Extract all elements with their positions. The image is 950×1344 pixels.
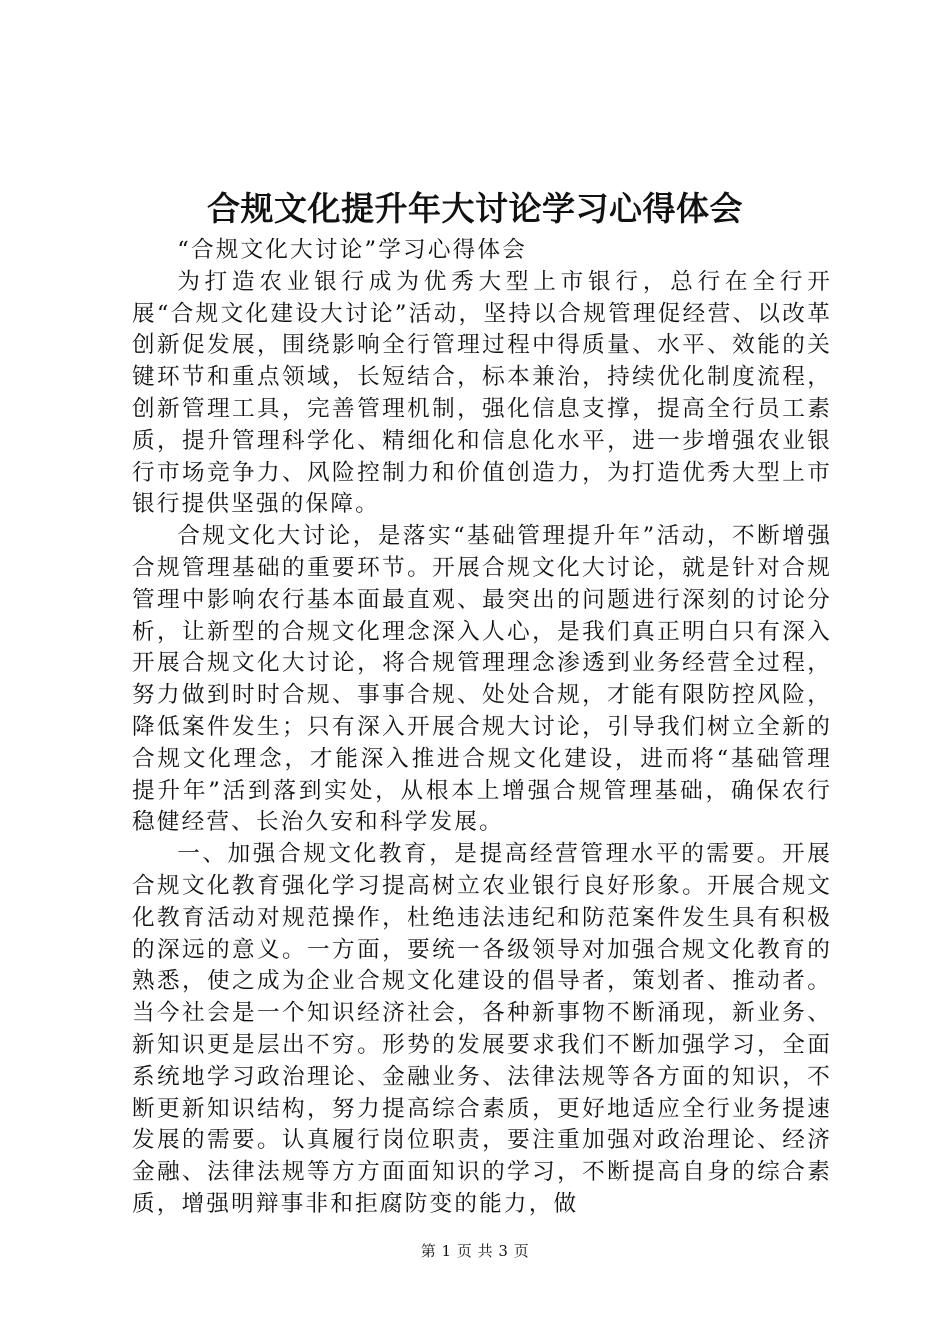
document-subtitle: “合规文化大讨论”学习心得体会 (177, 237, 528, 263)
paragraph-1: 为打造农业银行成为优秀大型上市银行，总行在全行开展“合规文化建设大讨论”活动，坚持以合规管理促经营、以改革创新促发展，围绕影响全行管理过程中得质量、水平、效能的关键环节和重点领域，长短结合，标本兼治，持续优化制度流程，创新管理工具，完善管理机制，强化信息支撑，提高全行员工素质，提升管理科学化、精细化和信息化水平，进一步增强农业银行市场竞争力、风险控制力和价值创造力，为打造优秀大型上市银行提供坚强的保障。 (132, 268, 832, 518)
document-title: 合规文化提升年大讨论学习心得体会 (207, 189, 743, 228)
document-body (132, 235, 832, 1221)
paragraph-2: 合规文化大讨论，是落实“基础管理提升年”活动，不断增强合规管理基础的重要环节。开展合规文化大讨论，就是针对合规管理中影响农行基本面最直观、最突出的问题进行深刻的讨论分析，让新型的合规文化理念深入人心，是我们真正明白只有深入开展合规文化大讨论，将合规管理理念渗透到业务经营全过程，努力做到时时合规、事事合规、处处合规，才能有限防控风险，降低案件发生；只有深入开展合规大讨论，引导我们树立全新的合规文化理念，才能深入推进合规文化建设，进而将“基础管理提升年”活到落到实处，从根本上增强合规管理基础，确保农行稳健经营、长治久安和科学发展。 (132, 523, 832, 836)
paragraph-3: 一、加强合规文化教育，是提高经营管理水平的需要。开展合规文化教育强化学习提高树立农业银行良好形象。开展合规文化教育活动对规范操作，杜绝违法违纪和防范案件发生具有积极的深远的意义。一方面，要统一各级领导对加强合规文化教育的熟悉，使之成为企业合规文化建设的倡导者，策划者、推动者。当今社会是一个知识经济社会，各种新事物不断涌现，新业务、新知识更是层出不穷。形势的发展要求我们不断加强学习，全面系统地学习政治理论、金融业务、法律法规等各方面的知识，不断更新知识结构，努力提高综合素质，更好地适应全行业务提速发展的需要。认真履行岗位职责，要注重加强对政治理论、经济金融、法律法规等方方面面知识的学习，不断提高自身的综合素质，增强明辩事非和拒腐防变的能力，做 (132, 841, 832, 1217)
page-number-footer: 第 1 页 共 3 页 (420, 1242, 530, 1260)
